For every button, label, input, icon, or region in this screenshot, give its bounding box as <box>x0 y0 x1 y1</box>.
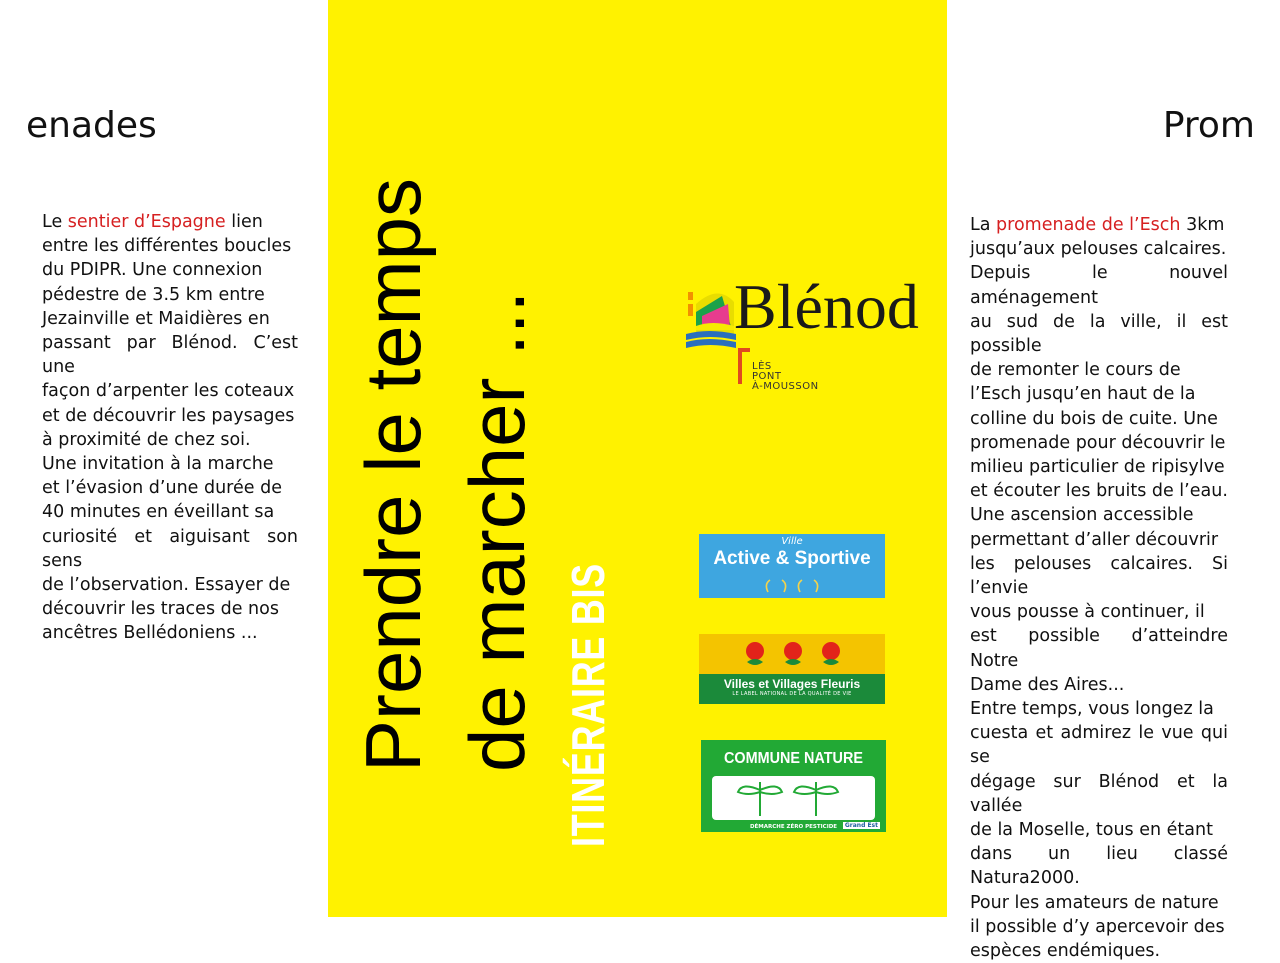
right-line: colline du bois de cuite. Une <box>970 408 1218 429</box>
left-panel <box>0 0 328 917</box>
left-line: curiosité et aiguisant son sens <box>42 526 298 571</box>
fleuris-band <box>699 674 885 704</box>
right-paragraph <box>970 213 1228 963</box>
right-line: Une ascension accessible <box>970 505 1194 526</box>
title-line-1: Prendre le temps <box>349 178 437 772</box>
left-line: Une invitation à la marche <box>42 454 274 475</box>
left-heading: enades <box>26 105 157 146</box>
badge-villes-fleuris <box>699 634 885 704</box>
right-line: Depuis le nouvel aménagement <box>970 263 1228 308</box>
left-line: 40 minutes en éveillant sa <box>42 502 275 523</box>
left-line: façon d’arpenter les coteaux <box>42 381 295 402</box>
subtitle-area <box>553 520 623 890</box>
badge-commune-nature <box>701 740 886 832</box>
right-line: Pour les amateurs de nature <box>970 892 1219 913</box>
right-line: Dame des Aires... <box>970 674 1125 695</box>
blenod-logo <box>682 271 919 398</box>
dragonfly-icon <box>712 776 875 820</box>
badge-active-sportive <box>699 534 885 598</box>
left-line: et l’évasion d’une durée de <box>42 478 282 499</box>
right-line: promenade pour découvrir le <box>970 432 1226 453</box>
left-paragraph <box>42 210 298 646</box>
left-line: passant par Blénod. C’est une <box>42 333 298 378</box>
sentier-link: sentier d’Espagne <box>67 212 226 232</box>
right-line: il possible d’y apercevoir des <box>970 916 1225 937</box>
left-line: et de découvrir les paysages <box>42 405 295 426</box>
badge-fleuris-subtitle: LE LABEL NATIONAL DE LA QUALITÉ DE VIE <box>732 691 852 697</box>
laurel-icon <box>762 578 822 594</box>
title-line-2: de marcher ... <box>453 290 541 772</box>
left-line: découvrir les traces de nos <box>42 599 279 620</box>
logo-subtitle <box>752 362 819 392</box>
right-line: les pelouses calcaires. Si l’envie <box>970 553 1228 599</box>
badge-fleuris-title: Villes et Villages Fleuris <box>723 677 861 691</box>
right-line: dégage sur Blénod et la vallée <box>970 771 1228 816</box>
subtitle: ITINÉRAIRE BIS <box>562 562 614 848</box>
right-line: espèces endémiques. <box>970 941 1161 962</box>
logo-sub-line: LÈS <box>752 361 772 372</box>
left-text-before: Le <box>42 212 68 232</box>
right-heading: Prom <box>1162 105 1255 146</box>
right-line: au sud de la ville, il est possible <box>970 311 1228 357</box>
logo-name: Blénod <box>734 271 919 342</box>
dragonfly-box <box>712 776 875 820</box>
right-line: Entre temps, vous longez la <box>970 699 1214 720</box>
logo-sub-line: PONT <box>752 371 782 382</box>
right-line: dans un lieu classé Natura2000. <box>970 844 1228 889</box>
badge-active-small: Ville <box>781 536 803 547</box>
right-text-before: La <box>970 215 997 235</box>
flowers-icon <box>743 640 843 668</box>
left-line: de l’observation. Essayer de <box>42 575 291 596</box>
right-line: est possible d’atteindre Notre <box>970 626 1228 671</box>
left-first-rest: lien <box>225 212 263 232</box>
badge-nature-region: Grand Est <box>844 822 878 829</box>
right-line: l’Esch jusqu’en haut de la <box>970 384 1196 405</box>
right-line: vous pousse à continuer, il <box>970 602 1205 623</box>
badge-nature-title: COMMUNE NATURE <box>724 750 863 767</box>
right-line: permettant d’aller découvrir <box>970 529 1219 550</box>
right-first-rest: 3km <box>1180 215 1225 235</box>
left-line: pédestre de 3.5 km entre <box>42 284 265 305</box>
badge-nature-footer: DÉMARCHE ZÉRO PESTICIDE <box>749 824 838 830</box>
logo-emblem-icon <box>682 282 742 362</box>
right-line: jusqu’aux pelouses calcaires. <box>970 239 1227 260</box>
left-line: du PDIPR. Une connexion <box>42 260 263 281</box>
vertical-title-area <box>335 60 555 890</box>
logo-sub-line: À-MOUSSON <box>752 381 819 392</box>
right-line: de la Moselle, tous en étant <box>970 820 1213 841</box>
badge-active-title: Active & Sportive <box>713 548 871 569</box>
vertical-title <box>341 178 549 772</box>
left-line: à proximité de chez soi. <box>42 429 251 450</box>
promenade-link: promenade de l’Esch <box>996 215 1181 235</box>
left-line: entre les différentes boucles <box>42 236 292 257</box>
right-line: de remonter le cours de <box>970 360 1181 381</box>
left-line: Jezainville et Maidières en <box>42 308 270 329</box>
right-line: et écouter les bruits de l’eau. <box>970 481 1228 502</box>
right-line: cuesta et admirez le vue qui se <box>970 723 1228 768</box>
right-line: milieu particulier de ripisylve <box>970 457 1225 478</box>
left-line: ancêtres Bellédoniens ... <box>42 623 258 644</box>
